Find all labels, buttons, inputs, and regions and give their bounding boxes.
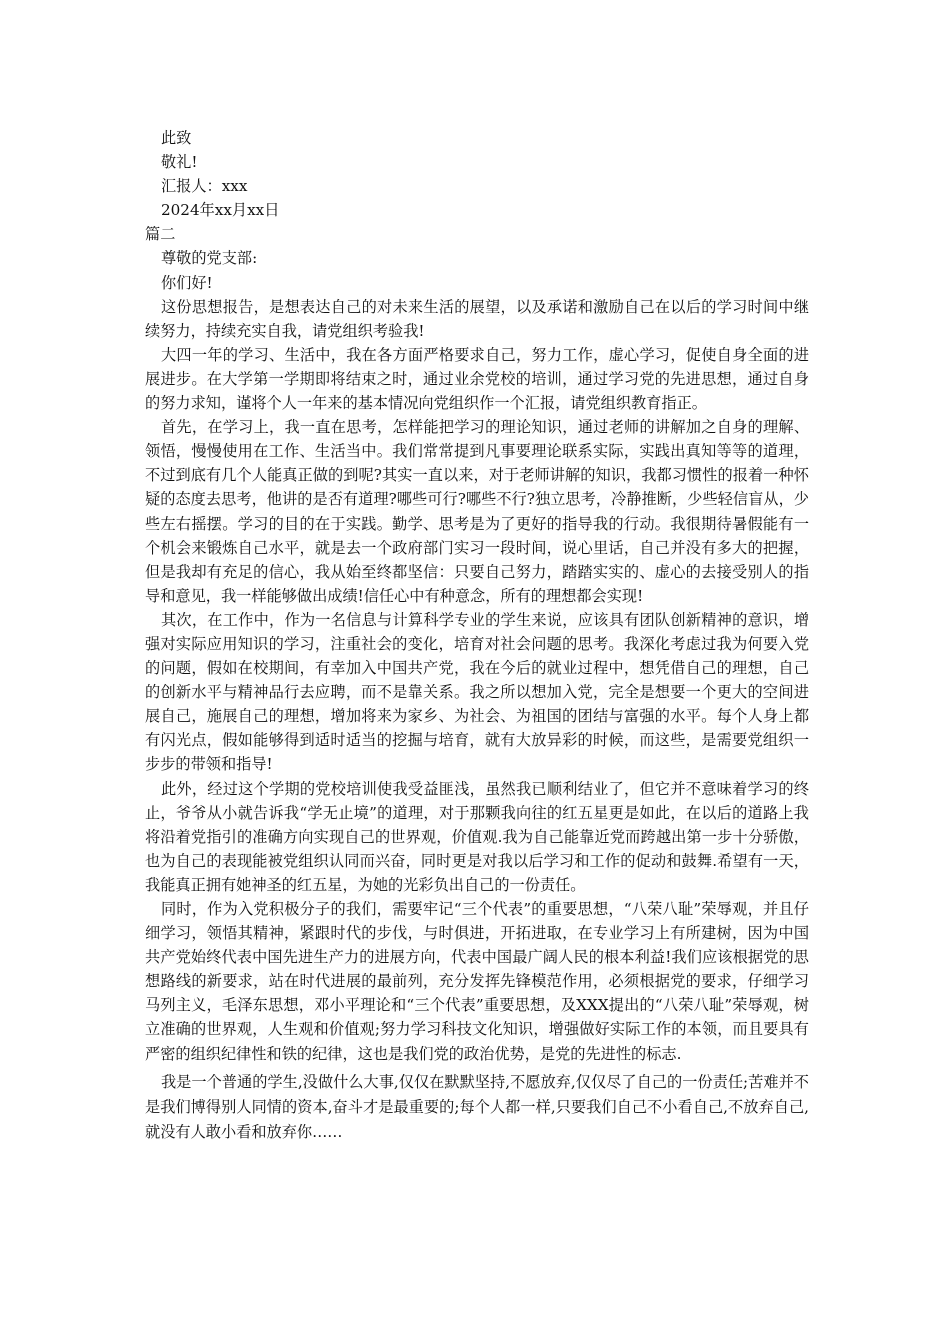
paragraph-work: 其次，在工作中，作为一名信息与计算科学专业的学生来说，应该具有团队创新精神的意识，增强对实际应用知识的学习，注重社会的变化，培育对社会问题的思考。我深化考虑过我为何要入党的问题，假如在校期间，有幸加入中国共产党，我在今后的就业过程中，想凭借自己的理想，自己的创新水平与精神品行去应聘，而不是靠关系。我之所以想加入党，完全是想要一个更大的空间进展自己，施展自己的理想，增加将来为家乡、为社会、为祖国的团结与富强的水平。每个人身上都有闪光点，假如能够得到适时适当的挖掘与培育，就有大放异彩的时候，而这些，是需要党组织一步步的带领和指导! <box>145 610 809 774</box>
paragraph-study: 首先，在学习上，我一直在思考，怎样能把学习的理论知识，通过老师的讲解加之自身的理解、领悟，慢慢使用在工作、生活当中。我们常常提到凡事要理论联系实际，实践出真知等等的道理，不过到底有几个人能真正做的到呢?其实一直以来，对于老师讲解的知识，我都习惯性的报着一种怀疑的态度去思考，他讲的是否有道理?哪些可行?哪些不行?独立思考，冷静推断，少些轻信盲从，少些左右摇摆。学习的目的在于实践。勤学、思考是为了更好的指导我的行动。我很期待暑假能有一个机会来锻炼自己水平，就是去一个政府部门实习一段时间，说心里话，自己并没有多大的把握，但是我却有充足的信心，我从始至终都坚信：只要自己努力，踏踏实实的、虚心的去接受别人的指导和意见，我一样能够做出成绩!信任心中有种意念，所有的理想都会实现! <box>145 418 809 605</box>
paragraph-training: 此外，经过这个学期的党校培训使我受益匪浅，虽然我已顺利结业了，但它并不意味着学习的终止，爷爷从小就告诉我“学无止境”的道理，对于那颗我向往的红五星更是如此，在以后的道路上我将沿着党指引的准确方向实现自己的世界观，价值观.我为自己能靠近党而跨越出第一步十分骄傲，也为自己的表现能被党组织认同而兴奋，同时更是对我以后学习和工作的促动和鼓舞.希望有一天，我能真正拥有她神圣的红五星，为她的光彩负出自己的一份责任。 <box>145 779 809 894</box>
closing-date: 2024年xx月xx日 <box>160 201 280 220</box>
greeting-hello: 你们好! <box>160 273 213 292</box>
paragraph-activist: 同时，作为入党积极分子的我们，需要牢记“三个代表”的重要思想，“八荣八耻”荣辱观，并且仔细学习，领悟其精神，紧跟时代的步伐，与时俱进，开拓进取，在专业学习上有所建树，因为中国共产党始终代表中国先进生产力的进展方向，代表中国最广阔人民的根本利益!我们应该根据党的思想路线的新要求，站在时代进展的最前列，充分发挥先锋模范作用，必须根据党的要求，仔细学习马列主义，毛泽东思想，邓小平理论和“三个代表”重要思想，及XXX提出的“八荣八耻”荣辱观，树立准确的世界观，人生观和价值观;努力学习科技文化知识，增强做好实际工作的本领，而且要具有严密的组织纪律性和铁的纪律，这也是我们党的政治优势，是党的先进性的标志. <box>145 900 809 1063</box>
paragraph-intro: 这份思想报告，是想表达自己的对未来生活的展望，以及承诺和激励自己在以后的学习时间中继续努力，持续充实自我，请党组织考验我! <box>145 297 809 340</box>
closing-regards: 敬礼! <box>160 153 198 172</box>
paragraph-overview: 大四一年的学习、生活中，我在各方面严格要求自己，努力工作，虚心学习，促使自身全面的进展进步。在大学第一学期即将结束之时，通过业余党校的培训，通过学习党的先进思想，通过自身的努力求知，谨将个人一年来的基本情况向党组织作一个汇报，请党组织教育指正。 <box>145 345 809 413</box>
paragraph-final: 我是一个普通的学生,没做什么大事,仅仅在默默坚持,不愿放弃,仅仅尽了自己的一份责任;苦难并不是我们博得别人同情的资本,奋斗才是最重要的;每个人都一样,只要我们自己不小看自己,不放弃自己,就没有人敢小看和放弃你…… <box>145 1072 809 1142</box>
greeting-addressee: 尊敬的党支部: <box>160 249 258 268</box>
closing-salutation: 此致 <box>160 129 192 147</box>
closing-reporter: 汇报人：xxx <box>160 177 248 196</box>
document-body <box>145 126 809 1145</box>
section-title: 篇二 <box>145 225 176 244</box>
